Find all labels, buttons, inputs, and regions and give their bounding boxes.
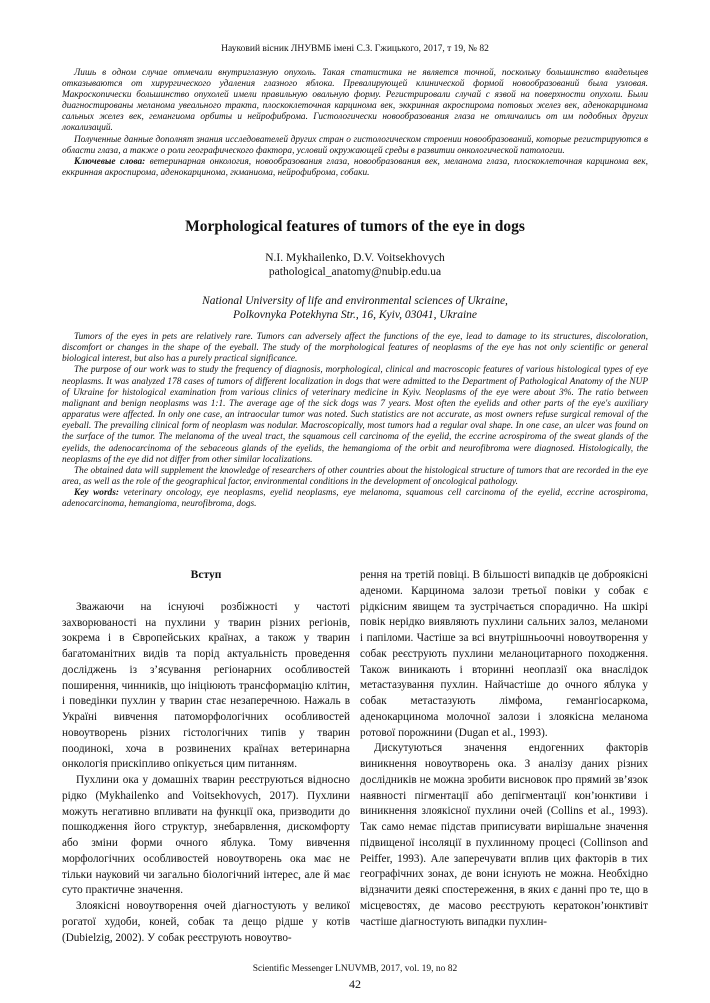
body-paragraph: Зважаючи на існуючі розбіжності у частоті захворюваності на пухлини у тварин різних регіонів, зокрема і в Європейських країнах, а також у тварин багатоманітних видів та порід актуальність проведення досліджень із з’ясування регіонарних особливостей поширення, чинників, що ініціюють трансформацію клітин, і поведінки пухлин у тварин стає незаперечною. Нажаль в Україні вивчення патоморфологічних особливостей новоутворень різних гістологічних типів у тварин поодинокі, хоча в розвинених країнах ветеринарна онкологія прискіпливо опікується цим питанням. [62,600,350,771]
body-paragraph: Пухлини ока у домашніх тварин реєструються відносно рідко (Mykhailenko and Voitsekhovych, 2017). Пухлини можуть негативно впливати на функції ока, призводити до пошкодження його структур, знебарвлення, дискомфорту або зміни форми очного яблука. Тому вивчення морфологічних особливостей новоутворень ока має не тільки науковий чи загально біологічний інтерес, але й має суто практичне значення. [62,774,350,897]
abstract-paragraph: The purpose of our work was to study the frequency of diagnosis, morphological, clinical and macroscopic features of various histological types of eye neoplasms. It was analyzed 178 cases of tumors of different localization in dogs that were admitted to the Department of Pathological Anatomy of the NUP of Ukraine for histological examination from various clinics of veterinary medicine in Kyiv. Neoplasms of the eye were about 3%. The ratio between malignant and benign neoplasms was 1:1. The average age of the sick dogs was 7 years. Most often the eyelids and other parts of the eye's auxiliary apparatus were affected. In only one case, an intraocular tumor was noted. Such statistics are not accurate, as most owners refuse surgical removal of the eyeball. The prevailing clinical form of neoplasm was nodular. Macroscopically, most tumors had a regular oval shape. In one case, an ulcer was found on the surface of the tumor. The melanoma of the uveal tract, the squamous cell carcinoma of the eyelid, the eccrine acrospiroma of the sweat glands of the eyelids, the adenocarcinoma of the sebaceous glands of the eyelids, the hemangioma of the orbit and neurofibroma were diagnosed. Histologically, the neoplasms of the eye did not differ from other similar localizations. [62,365,648,465]
abstract-paragraph: The obtained data will supplement the knowledge of researchers of other countries about the histological structure of tumors that are recorded in the eye area, as well as the role of the geographical factor, environmental conditions in the development of oncological pathology. [62,465,648,488]
russian-keywords-text: ветеринарная онкология, новообразования глаза, новообразования век, меланома глаза, плоскоклеточная карцинома век, еккринная акроспирома, аденокарцинома, гкманиома, нейрофиброма, собаки. [62,156,648,178]
running-footer: Scientific Messenger LNUVMB, 2017, vol. 19, no 82 [252,964,458,974]
affiliation-line: Polkovnyka Potekhyna Str., 16, Kyiv, 03041, Ukraine [232,309,478,321]
affiliation [0,294,710,322]
author-email: pathological_anatomy@nubip.edu.ua [268,266,442,278]
body-column-left [62,568,350,946]
body-paragraph: Злоякісні новоутворення очей діагностують у великої рогатої худоби, коней, собак та дещо рідше у котів (Dubielzig, 2002). У собак реєструють новоутво- [62,900,350,944]
russian-summary [62,68,648,179]
russian-keywords [62,157,648,179]
english-keywords [62,488,648,510]
running-header: Науковий вісник ЛНУВМБ імені С.З. Гжицького, 2017, т 19, № 82 [221,44,489,54]
body-paragraph: Дискутуються значення ендогенних факторів виникнення новоутворень ока. З аналізу даних різних дослідників не можна зробити висновок про прямий зв’язок наявності пігментації або депігментації кон’юнктиви і виникнення злоякісної пухлини очей (Collins et al., 1993). Так само немає підстав приписувати вирішальне значення підвищеної інсоляції в пухлинному процесі (Collinson and Peiffer, 1993). Але заперечувати вплив цих факторів в тих географічних зонах, де вони існують не можна. Необхідно відзначити деякі спостереження, в яких є данні про те, що в місцевостях, де масово реєструють кератокон’юнктивіт частіше діагностують випадки пухлин- [360,742,648,928]
author-block [0,251,710,279]
affiliation-line: National University of life and environmental sciences of Ukraine, [202,295,508,307]
body-column-right [360,568,648,930]
section-heading-intro: Вступ [190,569,222,581]
russian-summary-paragraph: Лишь в одном случае отмечали внутриглазную опухоль. Такая статистика не является точной, поскольку большинство владельцев отказываются от хирургического удаления глазного яблока. Превалирующей клинической формой новообразований была узловая. Макроскопически большинство опухолей имели правильную овальную форму. Регистрировали случай с язвой на поверхности опухоли. Были диагностированы меланома увеального тракта, плоскоклеточная карцинома век, эккринная акроспирома потовых желез век, аденокарцинома сальных желез век, гемангиома орбиты и нейрофиброма. Гистологически новообразования глаза не отличались от им подобных других локализаций. [62,68,648,134]
author-names: N.I. Mykhailenko, D.V. Voitsekhovych [265,252,445,264]
article-title: Morphological features of tumors of the eye in dogs [185,218,525,235]
page-number: 42 [349,977,361,991]
english-keywords-label: Key words: [74,488,119,499]
english-keywords-text: veterinary oncology, eye neoplasms, eyelid neoplasms, eye melanoma, squamous cell carcinoma of the eyelid, eccrine acrospiroma, adenocarcinoma, hemangioma, neurofibroma, dogs. [62,488,648,510]
russian-keywords-label: Ключевые слова: [74,156,146,167]
body-paragraph: рення на третій повіці. В більшості випадків це доброякісні аденоми. Карцинома залози третьої повіки у собак є рідкісним явищем та зустрічається спорадично. На шкірі повік нерідко виявляють пухлини сальних залоз, меланоми і папіломи. Частіше за всі внутрішньоочні новоутворення у собак реєструють пухлини меланоцитарного походження. Також виникають і вторинні неоплазії ока внаслідок метастазування пухлин. Найчастіше до очного яблука у собак метастазують лімфома, гемангіосаркома, аденокарцинома молочної залози і злоякісна меланома ротової порожнини (Dugan et al., 1993). [360,569,648,739]
english-abstract [62,332,648,511]
russian-summary-paragraph: Полученные данные дополнят знания исследователей других стран о гистологическом строении новообразований, которые регистрируются в области глаза, а также о роли географического фактора, условий окружающей среды в развитии онкологической патологии. [62,134,648,156]
abstract-paragraph: Tumors of the eyes in pets are relatively rare. Tumors can adversely affect the functions of the eye, lead to damage to its structures, discoloration, discomfort or changes in the shape of the eyeball. The study of the morphological features of neoplasms of the eye has not only scientific or general biological interest, but also has a purely practical significance. [62,332,648,365]
